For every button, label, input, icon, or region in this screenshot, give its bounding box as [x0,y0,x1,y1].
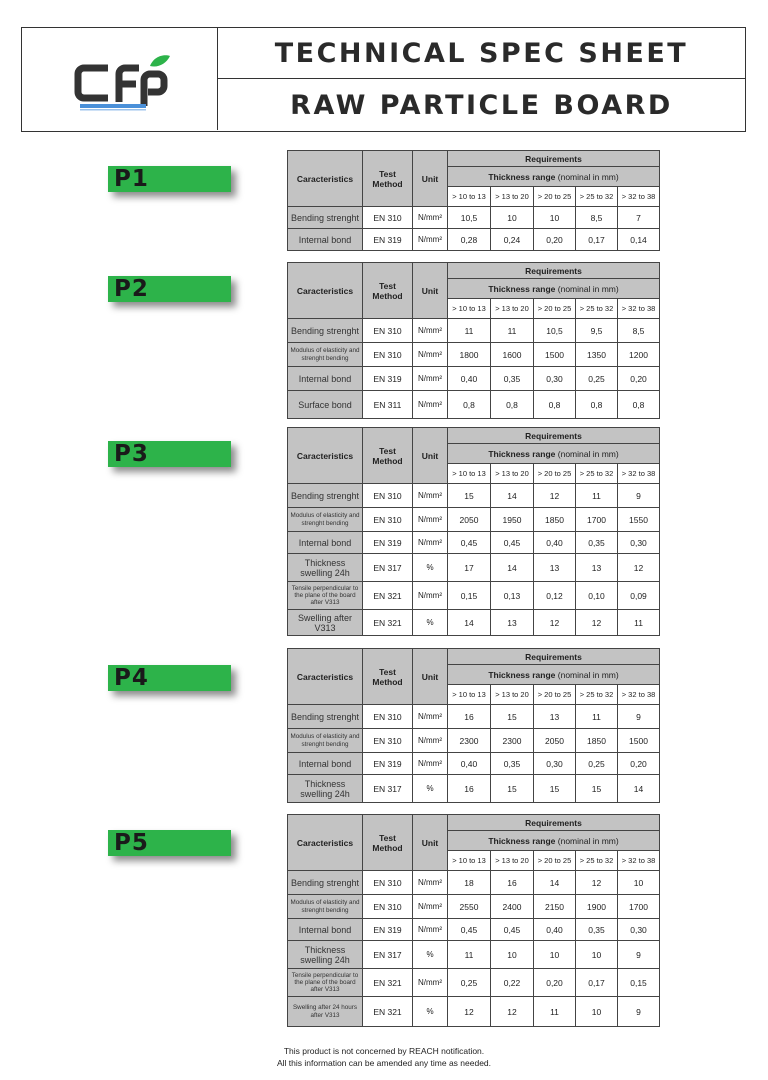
value-cell: 1800 [448,343,491,367]
product-label: P3 [114,441,149,467]
table-row [288,753,660,775]
thickness-range-cell: > 10 to 13 [448,851,491,871]
value-cell: 11 [534,997,576,1027]
value-cell: 16 [448,775,491,803]
table-row [288,532,660,554]
subtitle-row [218,79,745,131]
header-unit: Unit [413,649,448,705]
thickness-range-cell: > 10 to 13 [448,464,491,484]
value-cell: 2300 [491,729,534,753]
characteristic-cell: Bending strenght [288,484,363,508]
thickness-range-cell: > 13 to 20 [491,851,534,871]
logo-cell [22,28,218,130]
thickness-range-note: (nominal in mm) [555,448,619,459]
thickness-range-cell: > 25 to 32 [576,299,618,319]
value-cell: 0,8 [534,391,576,419]
test-method-cell: EN 310 [363,484,413,508]
unit-cell: N/mm² [413,207,448,229]
table-row [288,343,660,367]
table-row [288,554,660,582]
value-cell: 12 [448,997,491,1027]
header-unit: Unit [413,815,448,871]
value-cell: 0,40 [534,919,576,941]
unit-cell: N/mm² [413,367,448,391]
unit-cell: % [413,554,448,582]
value-cell: 0,10 [576,582,618,610]
value-cell: 11 [576,484,618,508]
test-method-cell: EN 317 [363,775,413,803]
characteristic-cell: Thickness swelling 24h [288,775,363,803]
value-cell: 9,5 [576,319,618,343]
value-cell: 0,17 [576,229,618,251]
product-tag-p1 [108,166,231,192]
product-tag-p4 [108,665,231,691]
product-label: P2 [114,276,149,302]
value-cell: 14 [491,554,534,582]
value-cell: 11 [618,610,660,636]
unit-cell: N/mm² [413,229,448,251]
value-cell: 2550 [448,895,491,919]
test-method-cell: EN 321 [363,997,413,1027]
value-cell: 0,20 [534,969,576,997]
value-cell: 0,45 [448,919,491,941]
thickness-range-cell: > 32 to 38 [618,464,660,484]
thickness-range-cell: > 32 to 38 [618,187,660,207]
thickness-range-cell: > 13 to 20 [491,464,534,484]
characteristic-cell: Modulus of elasticity and strenght bending [288,729,363,753]
value-cell: 1550 [618,508,660,532]
thickness-range-cell: > 13 to 20 [491,187,534,207]
table-row [288,319,660,343]
value-cell: 11 [491,319,534,343]
characteristic-cell: Modulus of elasticity and strenght bending [288,895,363,919]
value-cell: 9 [618,941,660,969]
table-row [288,895,660,919]
value-cell: 12 [534,484,576,508]
test-method-cell: EN 310 [363,508,413,532]
thickness-range-cell: > 20 to 25 [534,685,576,705]
characteristic-cell: Internal bond [288,367,363,391]
header-characteristics: Caracteristics [288,151,363,207]
product-label: P5 [114,830,149,856]
thickness-range-note: (nominal in mm) [555,835,619,846]
spec-table-p3 [287,427,660,636]
spec-table-p5 [287,814,660,1027]
value-cell: 0,40 [448,367,491,391]
test-method-cell: EN 317 [363,941,413,969]
header-requirements: Requirements [448,815,660,831]
test-method-cell: EN 310 [363,343,413,367]
table-row [288,367,660,391]
characteristic-cell: Internal bond [288,753,363,775]
value-cell: 0,13 [491,582,534,610]
value-cell: 11 [448,941,491,969]
value-cell: 12 [618,554,660,582]
test-method-cell: EN 319 [363,753,413,775]
value-cell: 12 [576,871,618,895]
title-row [218,28,745,79]
value-cell: 14 [448,610,491,636]
value-cell: 1850 [534,508,576,532]
characteristic-cell: Bending strenght [288,319,363,343]
value-cell: 16 [491,871,534,895]
test-method-cell: EN 321 [363,582,413,610]
table-row [288,484,660,508]
table-row [288,871,660,895]
value-cell: 0,25 [576,753,618,775]
unit-cell: % [413,775,448,803]
value-cell: 0,17 [576,969,618,997]
value-cell: 12 [534,610,576,636]
unit-cell: N/mm² [413,729,448,753]
thickness-range-cell: > 25 to 32 [576,851,618,871]
header-characteristics: Caracteristics [288,263,363,319]
thickness-range-cell: > 25 to 32 [576,464,618,484]
thickness-range-cell: > 25 to 32 [576,187,618,207]
value-cell: 12 [576,610,618,636]
page-subtitle: RAW PARTICLE BOARD [290,89,673,121]
unit-cell: N/mm² [413,871,448,895]
value-cell: 15 [448,484,491,508]
value-cell: 0,35 [576,532,618,554]
table-row [288,229,660,251]
unit-cell: N/mm² [413,391,448,419]
test-method-cell: EN 310 [363,319,413,343]
header-test-method: Test Method [363,151,413,207]
value-cell: 10 [576,997,618,1027]
value-cell: 14 [618,775,660,803]
thickness-range-cell: > 13 to 20 [491,685,534,705]
table-row [288,919,660,941]
table-row [288,729,660,753]
value-cell: 8,5 [618,319,660,343]
unit-cell: % [413,610,448,636]
header-unit: Unit [413,263,448,319]
thickness-range-cell: > 20 to 25 [534,851,576,871]
value-cell: 0,15 [618,969,660,997]
characteristic-cell: Bending strenght [288,871,363,895]
characteristic-cell: Thickness swelling 24h [288,554,363,582]
value-cell: 1700 [618,895,660,919]
table-row [288,508,660,532]
footer-note [0,1045,768,1069]
value-cell: 0,20 [534,229,576,251]
cfp-logo [22,28,217,130]
test-method-cell: EN 310 [363,729,413,753]
value-cell: 0,30 [534,753,576,775]
unit-cell: N/mm² [413,582,448,610]
value-cell: 1600 [491,343,534,367]
unit-cell: N/mm² [413,484,448,508]
characteristic-cell: Surface bond [288,391,363,419]
value-cell: 0,25 [448,969,491,997]
test-method-cell: EN 321 [363,969,413,997]
value-cell: 0,8 [491,391,534,419]
value-cell: 1200 [618,343,660,367]
characteristic-cell: Swelling after V313 [288,610,363,636]
value-cell: 0,8 [618,391,660,419]
value-cell: 9 [618,484,660,508]
value-cell: 0,45 [491,919,534,941]
value-cell: 0,45 [491,532,534,554]
value-cell: 0,8 [576,391,618,419]
value-cell: 1700 [576,508,618,532]
header-box [21,27,746,132]
value-cell: 0,28 [448,229,491,251]
value-cell: 10 [491,941,534,969]
value-cell: 16 [448,705,491,729]
unit-cell: % [413,941,448,969]
header-thickness-range [448,831,660,851]
unit-cell: N/mm² [413,895,448,919]
thickness-range-cell: > 10 to 13 [448,187,491,207]
value-cell: 10 [534,207,576,229]
value-cell: 0,30 [618,919,660,941]
value-cell: 0,30 [618,532,660,554]
header-thickness-range [448,279,660,299]
characteristic-cell: Tensile perpendicular to the plane of the board after V313 [288,582,363,610]
value-cell: 7 [618,207,660,229]
thickness-range-cell: > 20 to 25 [534,187,576,207]
header-unit: Unit [413,428,448,484]
header-thickness-range [448,444,660,464]
characteristic-cell: Swelling after 24 hours after V313 [288,997,363,1027]
value-cell: 12 [491,997,534,1027]
product-tag-p2 [108,276,231,302]
thickness-range-bold: Thickness range [488,669,556,680]
value-cell: 9 [618,705,660,729]
characteristic-cell: Bending strenght [288,207,363,229]
value-cell: 10,5 [448,207,491,229]
characteristic-cell: Modulus of elasticity and strenght bending [288,343,363,367]
spec-table-p1 [287,150,660,251]
header-characteristics: Caracteristics [288,428,363,484]
header-requirements: Requirements [448,151,660,167]
test-method-cell: EN 310 [363,895,413,919]
value-cell: 1850 [576,729,618,753]
test-method-cell: EN 319 [363,367,413,391]
unit-cell: N/mm² [413,705,448,729]
value-cell: 18 [448,871,491,895]
value-cell: 0,35 [576,919,618,941]
table-row [288,969,660,997]
value-cell: 0,40 [448,753,491,775]
table-row [288,775,660,803]
header-requirements: Requirements [448,649,660,665]
thickness-range-note: (nominal in mm) [555,283,619,294]
thickness-range-cell: > 10 to 13 [448,685,491,705]
value-cell: 0,20 [618,753,660,775]
header-unit: Unit [413,151,448,207]
value-cell: 1950 [491,508,534,532]
value-cell: 15 [576,775,618,803]
value-cell: 10 [534,941,576,969]
thickness-range-bold: Thickness range [488,283,556,294]
value-cell: 2400 [491,895,534,919]
value-cell: 1350 [576,343,618,367]
test-method-cell: EN 310 [363,871,413,895]
table-row [288,582,660,610]
product-label: P1 [114,166,149,192]
value-cell: 11 [448,319,491,343]
characteristic-cell: Tensile perpendicular to the plane of the board after V313 [288,969,363,997]
test-method-cell: EN 311 [363,391,413,419]
value-cell: 2300 [448,729,491,753]
thickness-range-bold: Thickness range [488,835,556,846]
value-cell: 14 [491,484,534,508]
thickness-range-bold: Thickness range [488,448,556,459]
spec-table-p4 [287,648,660,803]
thickness-range-cell: > 32 to 38 [618,851,660,871]
characteristic-cell: Internal bond [288,532,363,554]
value-cell: 0,30 [534,367,576,391]
characteristic-cell: Internal bond [288,919,363,941]
test-method-cell: EN 310 [363,705,413,729]
thickness-range-cell: > 32 to 38 [618,685,660,705]
value-cell: 1900 [576,895,618,919]
value-cell: 0,24 [491,229,534,251]
value-cell: 0,12 [534,582,576,610]
value-cell: 13 [534,554,576,582]
header-requirements: Requirements [448,428,660,444]
value-cell: 0,09 [618,582,660,610]
characteristic-cell: Modulus of elasticity and strenght bending [288,508,363,532]
value-cell: 0,22 [491,969,534,997]
value-cell: 15 [534,775,576,803]
value-cell: 17 [448,554,491,582]
test-method-cell: EN 319 [363,229,413,251]
test-method-cell: EN 319 [363,532,413,554]
thickness-range-cell: > 20 to 25 [534,464,576,484]
value-cell: 0,15 [448,582,491,610]
value-cell: 0,14 [618,229,660,251]
thickness-range-note: (nominal in mm) [555,171,619,182]
value-cell: 10 [576,941,618,969]
unit-cell: N/mm² [413,343,448,367]
unit-cell: N/mm² [413,319,448,343]
footer-line-2: All this information can be amended any time as needed. [276,1058,492,1068]
header-test-method: Test Method [363,263,413,319]
value-cell: 0,20 [618,367,660,391]
unit-cell: N/mm² [413,919,448,941]
test-method-cell: EN 321 [363,610,413,636]
characteristic-cell: Bending strenght [288,705,363,729]
value-cell: 11 [576,705,618,729]
value-cell: 0,8 [448,391,491,419]
footer-line-1: This product is not concerned by REACH notification. [283,1046,485,1056]
value-cell: 13 [534,705,576,729]
unit-cell: % [413,997,448,1027]
header-thickness-range [448,665,660,685]
test-method-cell: EN 310 [363,207,413,229]
product-tag-p3 [108,441,231,467]
unit-cell: N/mm² [413,969,448,997]
value-cell: 0,35 [491,367,534,391]
unit-cell: N/mm² [413,532,448,554]
thickness-range-cell: > 10 to 13 [448,299,491,319]
value-cell: 0,40 [534,532,576,554]
spec-table-p2 [287,262,660,419]
thickness-range-note: (nominal in mm) [555,669,619,680]
value-cell: 15 [491,775,534,803]
thickness-range-cell: > 25 to 32 [576,685,618,705]
table-row [288,997,660,1027]
product-tag-p5 [108,830,231,856]
value-cell: 2150 [534,895,576,919]
value-cell: 10 [618,871,660,895]
value-cell: 0,35 [491,753,534,775]
table-row [288,391,660,419]
value-cell: 13 [576,554,618,582]
value-cell: 14 [534,871,576,895]
table-row [288,207,660,229]
thickness-range-bold: Thickness range [488,171,556,182]
table-row [288,705,660,729]
value-cell: 0,25 [576,367,618,391]
table-row [288,610,660,636]
value-cell: 13 [491,610,534,636]
value-cell: 10 [491,207,534,229]
characteristic-cell: Internal bond [288,229,363,251]
header-characteristics: Caracteristics [288,649,363,705]
unit-cell: N/mm² [413,508,448,532]
header-requirements: Requirements [448,263,660,279]
header-characteristics: Caracteristics [288,815,363,871]
value-cell: 8,5 [576,207,618,229]
product-label: P4 [114,665,149,691]
header-test-method: Test Method [363,815,413,871]
header-test-method: Test Method [363,428,413,484]
value-cell: 2050 [534,729,576,753]
value-cell: 15 [491,705,534,729]
header-thickness-range [448,167,660,187]
value-cell: 10,5 [534,319,576,343]
value-cell: 9 [618,997,660,1027]
value-cell: 0,45 [448,532,491,554]
value-cell: 1500 [534,343,576,367]
test-method-cell: EN 317 [363,554,413,582]
thickness-range-cell: > 32 to 38 [618,299,660,319]
unit-cell: N/mm² [413,753,448,775]
header-test-method: Test Method [363,649,413,705]
thickness-range-cell: > 13 to 20 [491,299,534,319]
value-cell: 1500 [618,729,660,753]
table-row [288,941,660,969]
characteristic-cell: Thickness swelling 24h [288,941,363,969]
test-method-cell: EN 319 [363,919,413,941]
value-cell: 2050 [448,508,491,532]
thickness-range-cell: > 20 to 25 [534,299,576,319]
page-title: TECHNICAL SPEC SHEET [274,37,689,69]
